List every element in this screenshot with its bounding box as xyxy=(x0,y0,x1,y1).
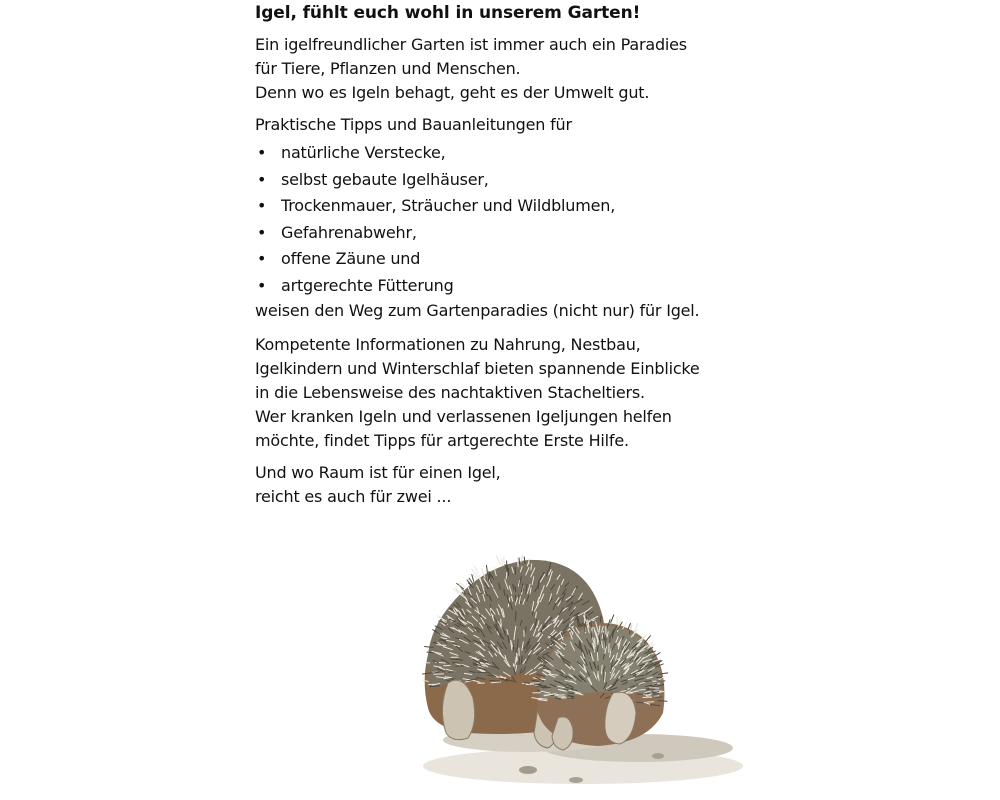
spine xyxy=(643,697,651,698)
hedgehogs-illustration xyxy=(408,548,753,793)
spine xyxy=(427,652,433,653)
list-item xyxy=(255,273,775,300)
spine xyxy=(591,631,592,638)
spine xyxy=(611,615,614,623)
spine xyxy=(456,666,464,667)
info-line: Igelkindern und Winterschlaf bieten spannende Einblicke xyxy=(255,359,700,378)
list-item-text: selbst gebaute Igelhäuser, xyxy=(281,169,489,189)
spine xyxy=(642,694,649,695)
list-item-text: offene Zäune und xyxy=(281,249,421,268)
tips-label: Praktische Tipps und Bauanleitungen für xyxy=(255,115,572,134)
spine xyxy=(473,575,477,579)
bullet-icon: • xyxy=(257,249,267,268)
bullet-icon: • xyxy=(257,275,267,295)
pebble xyxy=(652,753,664,759)
closing-line: reicht es auch für zwei ... xyxy=(255,487,452,506)
pebble xyxy=(569,777,583,783)
spine xyxy=(515,612,516,621)
bullet-icon: • xyxy=(257,169,267,189)
book-blurb xyxy=(255,2,775,517)
intro-line: Ein igelfreundlicher Garten ist immer auch ein Paradies xyxy=(255,35,687,54)
bullet-icon: • xyxy=(257,196,267,215)
list-item xyxy=(255,140,775,167)
intro-paragraph xyxy=(255,33,775,105)
info-line: in die Lebensweise des nachtaktiven Stacheltiers. xyxy=(255,383,645,402)
spine xyxy=(496,556,500,565)
info-paragraph xyxy=(255,333,775,453)
spine xyxy=(654,691,663,692)
intro-line: für Tiere, Pflanzen und Menschen. xyxy=(255,59,521,78)
spine xyxy=(501,619,502,626)
tips-list xyxy=(255,140,775,299)
spine xyxy=(601,616,602,622)
list-item xyxy=(255,167,775,194)
list-item-text: Trockenmauer, Sträucher und Wildblumen, xyxy=(281,196,616,215)
spine xyxy=(637,702,643,703)
closing-paragraph xyxy=(255,461,775,509)
list-item-text: artgerechte Fütterung xyxy=(281,275,454,295)
spine xyxy=(487,565,488,573)
bullet-icon: • xyxy=(257,222,267,242)
spine xyxy=(658,701,667,702)
closing-line: Und wo Raum ist für einen Igel, xyxy=(255,463,501,482)
spine xyxy=(597,638,598,645)
spine xyxy=(597,653,598,661)
spine xyxy=(628,624,630,629)
info-line: Kompetente Informationen zu Nahrung, Nestbau, xyxy=(255,335,641,354)
spine xyxy=(502,559,503,565)
tips-outro: weisen den Weg zum Gartenparadies (nicht nur) für Igel. xyxy=(255,301,700,320)
hedgehogs-icon xyxy=(408,548,753,793)
spine xyxy=(449,672,455,673)
spine xyxy=(631,623,633,630)
spine xyxy=(469,578,472,583)
intro-line: Denn wo es Igeln behagt, geht es der Umwelt gut. xyxy=(255,83,650,102)
info-line: möchte, findet Tipps für artgerechte Erste Hilfe. xyxy=(255,431,629,450)
list-item xyxy=(255,246,775,273)
spine xyxy=(568,693,573,694)
list-item xyxy=(255,220,775,247)
bullet-icon: • xyxy=(257,143,267,162)
list-item-text: Gefahrenabwehr, xyxy=(281,222,417,242)
list-item-text: natürliche Verstecke, xyxy=(281,143,446,162)
info-line: Wer kranken Igeln und verlassenen Igeljungen helfen xyxy=(255,407,672,426)
list-item xyxy=(255,193,775,220)
pebble xyxy=(519,766,537,774)
page-title: Igel, fühlt euch wohl in unserem Garten! xyxy=(255,3,641,23)
